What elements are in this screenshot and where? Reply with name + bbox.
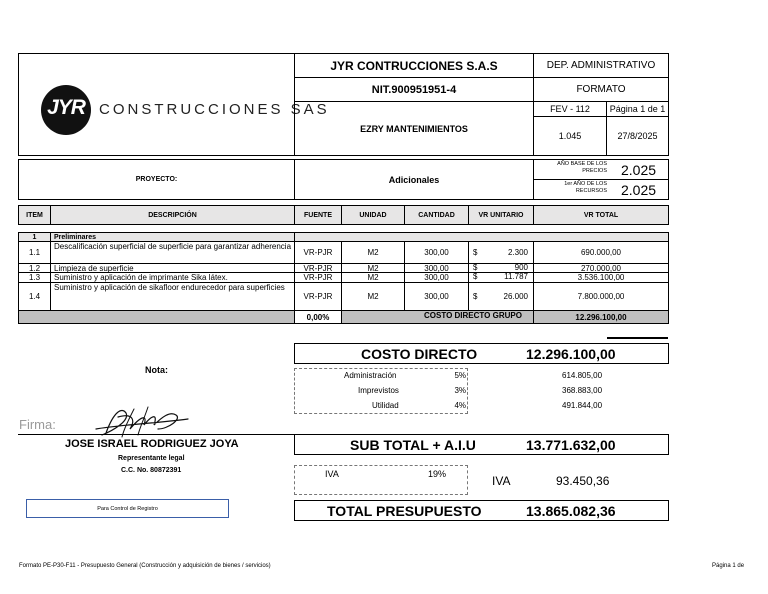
row-fuente: VR-PJR [294, 282, 342, 311]
row-description: Suministro y aplicación de sikafloor endurecedor para superficies [50, 282, 295, 311]
aiu-pct-administracion: 5% [454, 371, 466, 380]
signer-role: Representante legal [118, 455, 185, 462]
costo-directo-label: COSTO DIRECTO [361, 346, 478, 362]
total-value: 13.865.082,36 [526, 503, 616, 519]
group-percentage: 0,00% [294, 310, 342, 324]
iva-label-secondary: IVA [492, 474, 511, 488]
divider [607, 337, 668, 339]
nota-label: Nota: [145, 365, 168, 375]
row-unidad: M2 [341, 241, 405, 264]
aiu-label-utilidad: Utilidad [372, 401, 399, 410]
row-vr-total: 7.800.000,00 [533, 282, 669, 311]
base-year-label: AÑO BASE DE LOS PRECIOS [557, 161, 607, 174]
signature-line [18, 434, 295, 435]
signer-name: JOSE ISRAEL RODRIGUEZ JOYA [65, 438, 239, 450]
row-unidad: M2 [341, 272, 405, 283]
aiu-value-administracion: 614.805,00 [562, 371, 603, 380]
row-item: 1.2 [18, 263, 51, 273]
page-count: Página 1 de 1 [606, 101, 669, 117]
logo-text: JYR [47, 96, 85, 119]
iva-percentage: 19% [428, 469, 447, 479]
row-fuente: VR-PJR [294, 272, 342, 283]
row-currency: $ [473, 263, 478, 272]
resources-year-value: 2.025 [621, 182, 657, 198]
registro-box: Para Control de Registro [26, 499, 229, 518]
row-vr-unitario: 26.000 [503, 292, 528, 301]
footer-format: Formato PE-P30-F11 - Presupuesto General (Construcción y adquisición de bienes / servicios) [19, 563, 271, 569]
row-item: 1.1 [18, 241, 51, 264]
version-number: 1.045 [533, 116, 607, 156]
subtotal-label: SUB TOTAL + A.I.U [350, 437, 476, 453]
signer-cc: C.C. No. 80872391 [121, 467, 182, 474]
row-unidad: M2 [341, 282, 405, 311]
group-total-label: COSTO DIRECTO GRUPO [424, 311, 522, 320]
group-label: Preliminares [50, 232, 295, 242]
project-label: PROYECTO: [18, 159, 295, 200]
company-name: JYR CONTRUCCIONES S.A.S [294, 53, 534, 78]
project-value: Adicionales [294, 159, 534, 200]
row-cantidad: 300,00 [404, 263, 469, 273]
aiu-value-utilidad: 491.844,00 [562, 401, 603, 410]
format-label: FORMATO [533, 77, 669, 102]
col-header-unidad: UNIDAD [341, 205, 405, 225]
subtotal-value: 13.771.632,00 [526, 437, 616, 453]
aiu-pct-imprevistos: 3% [454, 386, 466, 395]
row-vr-unitario: 11.787 [504, 272, 528, 281]
base-year-value: 2.025 [621, 162, 657, 178]
logo-tagline: CONSTRUCCIONES SAS [99, 101, 330, 118]
client-name: EZRY MANTENIMIENTOS [294, 101, 534, 156]
company-logo [40, 84, 92, 136]
col-header-desc: DESCRIPCIÓN [50, 205, 295, 225]
company-nit: NIT.900951951-4 [294, 77, 534, 102]
col-header-cantidad: CANTIDAD [404, 205, 469, 225]
col-header-item: ITEM [18, 205, 51, 225]
group-item: 1 [18, 232, 51, 242]
group-total-fill [18, 310, 295, 324]
row-cantidad: 300,00 [404, 282, 469, 311]
costo-directo-value: 12.296.100,00 [526, 346, 616, 362]
fev-code: FEV - 112 [533, 101, 607, 117]
iva-value: 93.450,36 [556, 474, 610, 488]
document-date: 27/8/2025 [606, 116, 669, 156]
row-item: 1.4 [18, 282, 51, 311]
aiu-pct-utilidad: 4% [454, 401, 466, 410]
row-unidad: M2 [341, 263, 405, 273]
row-fuente: VR-PJR [294, 241, 342, 264]
total-label: TOTAL PRESUPUESTO [327, 503, 482, 519]
firma-label: Firma: [19, 417, 56, 432]
group-total-value: 12.296.100,00 [533, 310, 669, 324]
row-vr-unitario: 2.300 [507, 248, 528, 257]
row-currency: $ [473, 292, 478, 301]
iva-label: IVA [325, 469, 339, 479]
col-header-fuente: FUENTE [294, 205, 342, 225]
col-header-vr-unitario: VR UNITARIO [468, 205, 534, 225]
row-currency: $ [473, 272, 478, 281]
resources-year-label: 1er AÑO DE LOS RECURSOS [564, 181, 607, 194]
aiu-label-imprevistos: Imprevistos [358, 386, 399, 395]
row-vr-total: 690.000,00 [533, 241, 669, 264]
row-currency: $ [473, 248, 478, 257]
row-item: 1.3 [18, 272, 51, 283]
row-description: Descalificación superficial de superficie para garantizar adherencia [50, 241, 295, 264]
row-vr-total: 3.536.100,00 [533, 272, 669, 283]
row-description: Suministro y aplicación de imprimante Sika látex. [50, 272, 295, 283]
dept-label: DEP. ADMINISTRATIVO [533, 53, 669, 78]
row-description: Limpieza de superficie [50, 263, 295, 273]
row-fuente: VR-PJR [294, 263, 342, 273]
col-header-vr-total: VR TOTAL [533, 205, 669, 225]
aiu-value-imprevistos: 368.883,00 [562, 386, 603, 395]
row-vr-total: 270.000,00 [533, 263, 669, 273]
footer-page: Página 1 de [712, 563, 745, 569]
row-cantidad: 300,00 [404, 241, 469, 264]
row-vr-unitario: 900 [514, 263, 528, 272]
row-cantidad: 300,00 [404, 272, 469, 283]
aiu-label-administracion: Administración [344, 371, 397, 380]
